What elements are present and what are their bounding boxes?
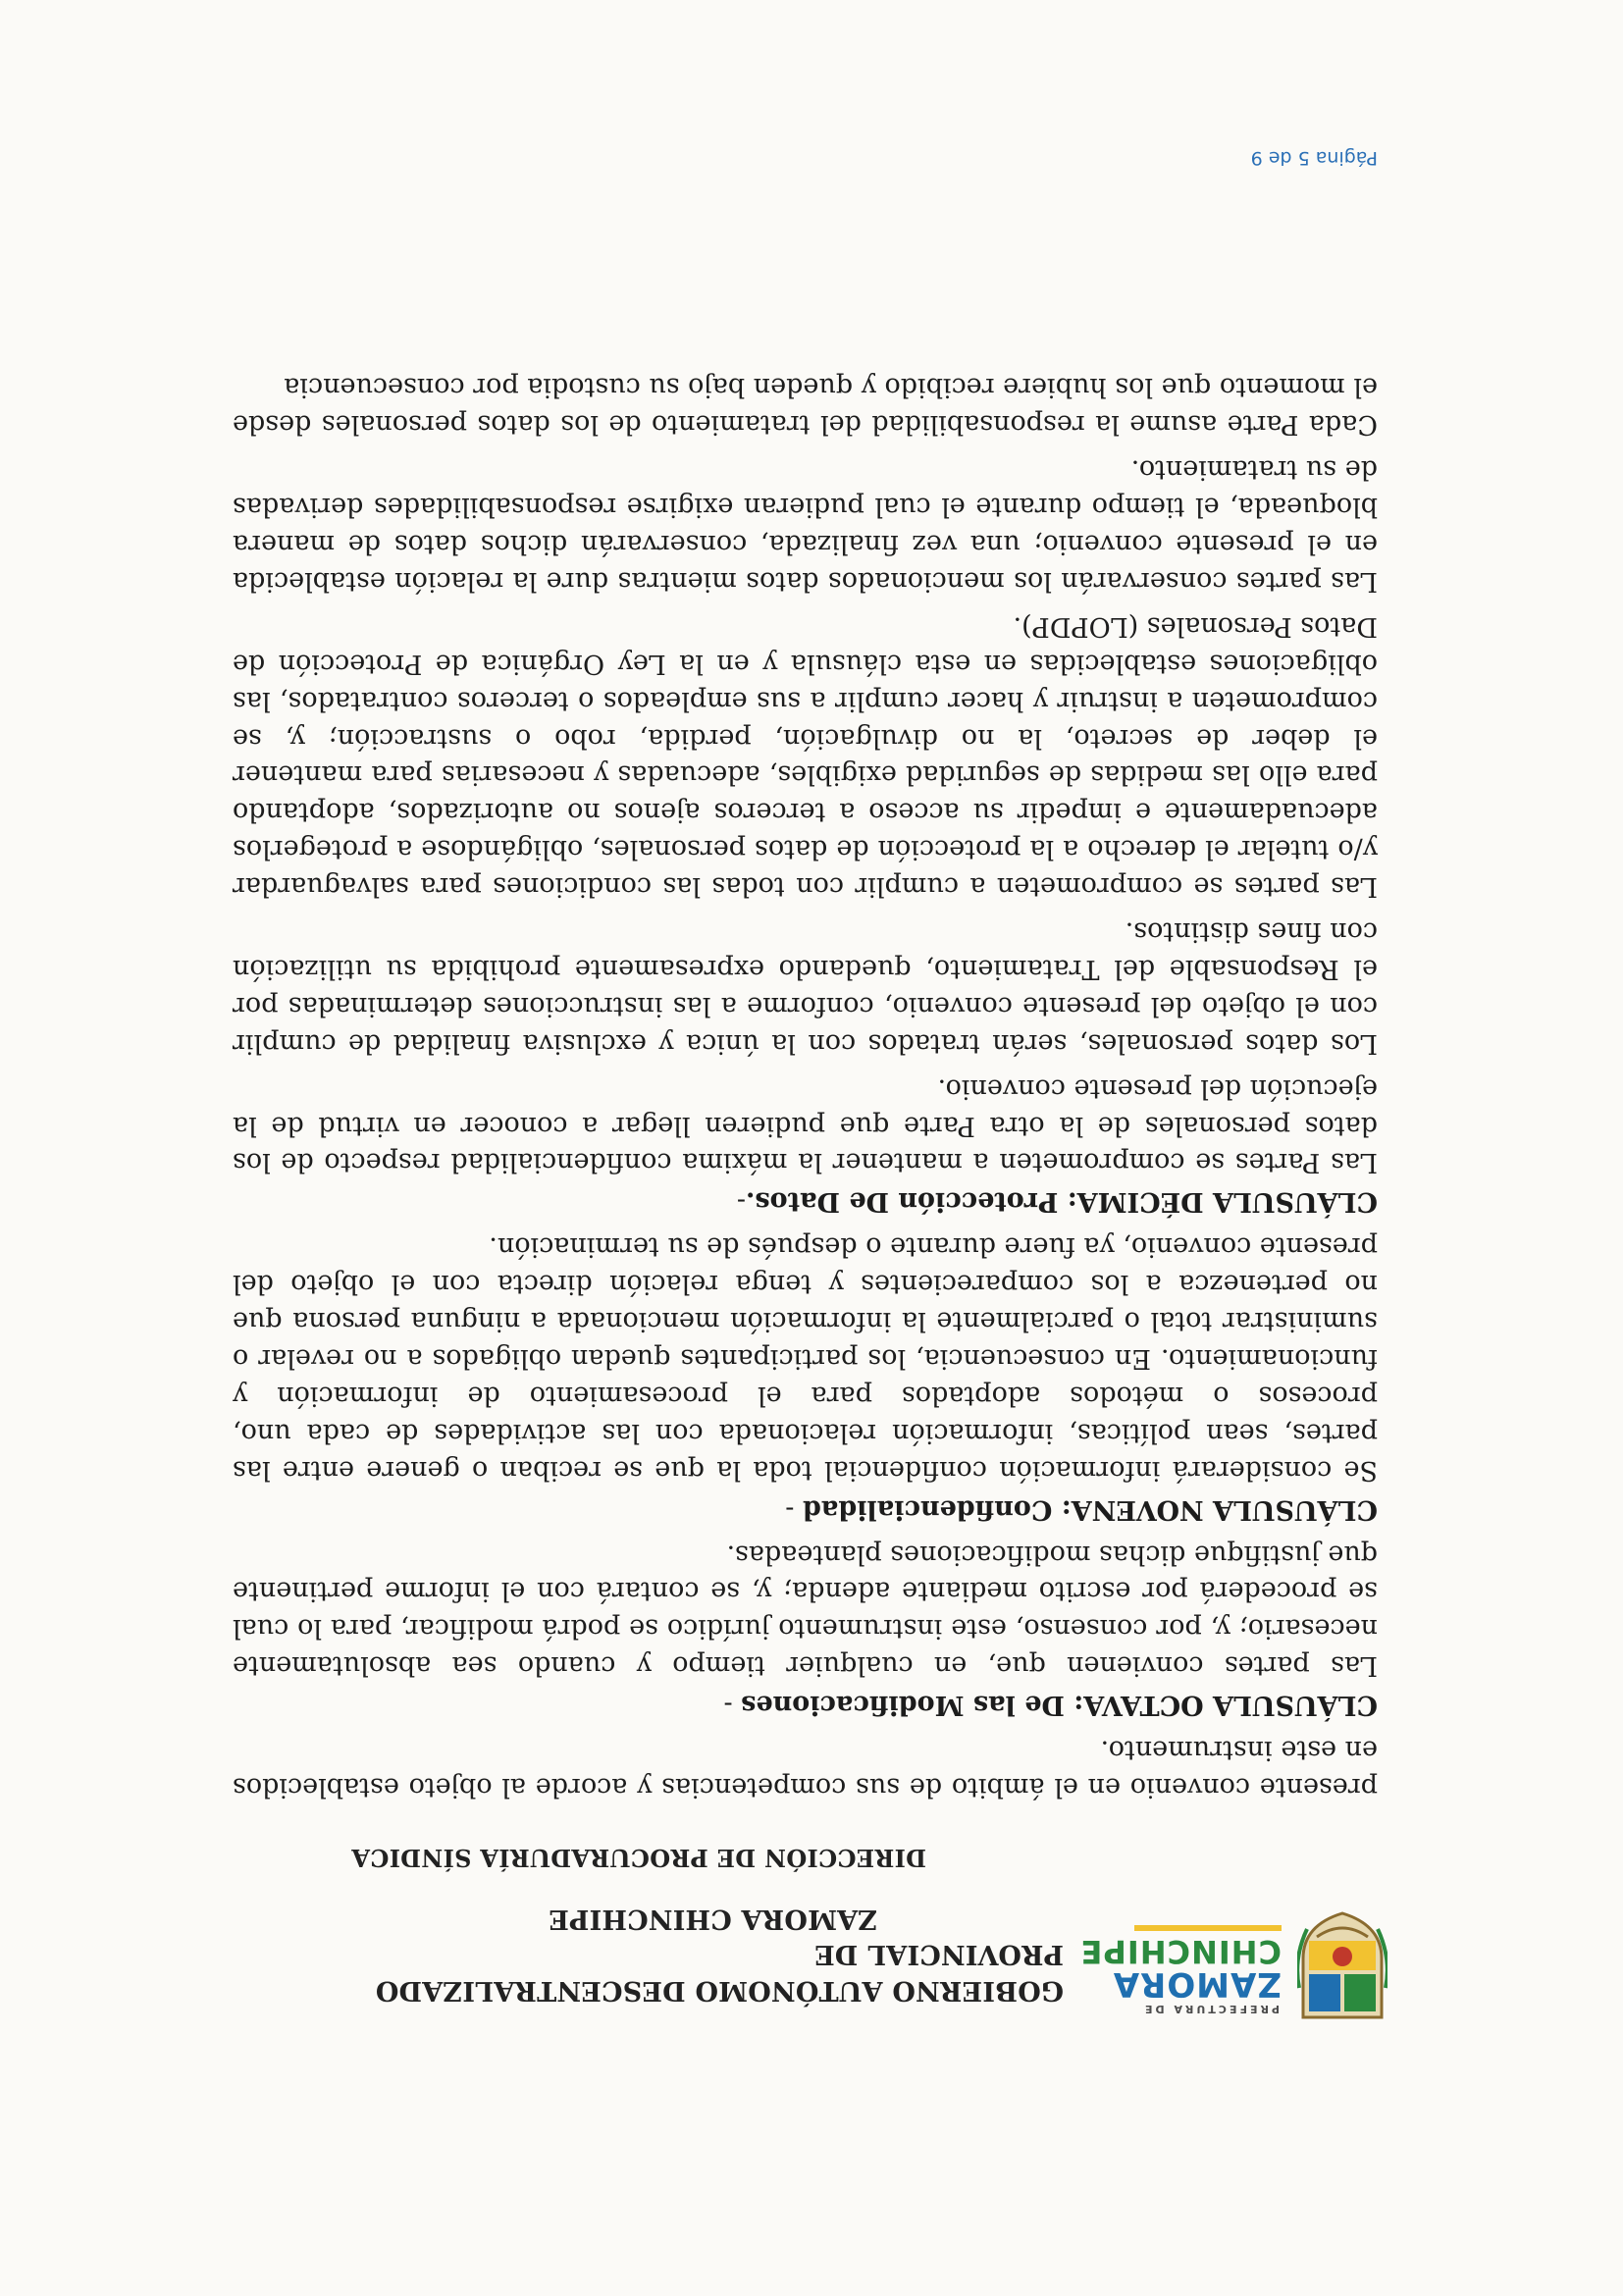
clause-10-paragraph: Las partes se comprometen a cumplir con todas las condiciones para salvaguardar y/o tutelar el derecho a la protección de datos personales, obligándose a protegerlos adecuadamente e impedir su acceso a terceros ajenos no autorizados, adoptando para ello las medidas de seguridad exigibles, adecuadas y necesarias para mantener el deber de secreto, la no divulgación, perdida, robo o sustracción; y, se comprometen a instruir y hacer cumplir a sus empleados o terceros contratados, las obligaciones establecidas en esta cláusula y en la Ley Orgánica de Protección de Datos Personales (LOPDP).	[233, 610, 1378, 903]
logo-name-line2: CHINCHIPE	[1079, 1933, 1282, 1970]
logo-name-line1: ZAMORA	[1112, 1964, 1282, 2004]
clause-8-text: Las partes convienen que, en cualquier tiempo y cuando sea absolutamente necesario; y, por consenso, este instrumento jurídico se podrá modificar, para lo cual se procederá por escrito mediante adenda; y, se contará con el informe pertinente que justifique dichas modificaciones planteadas.	[233, 1539, 1378, 1682]
clause-9-dash: -	[785, 1493, 803, 1525]
clause-9-text: Se considerará información confidencial toda la que se reciban o genere entre las partes, sean políticas, información relacionada con las actividades de cada uno, procesos o métodos adoptados para el procesamiento de información y funcionamiento. En consecuencia, los participantes quedan obligados a no revelar o suministrar total o parcialmente la información mencionada a ninguna persona que no pertenezca a los comparecientes y tenga relación directa con el objeto del presente convenio, ya fuere durante o después de su terminación.	[233, 1231, 1378, 1486]
clause-10-dash: -	[736, 1186, 746, 1218]
page-number: Página 5 de 9	[1250, 147, 1378, 169]
intro-paragraph: presente convenio en el ámbito de sus competencias y acorde al objeto establecidos en este instrumento.	[233, 1735, 1378, 1802]
clause-10-paragraph: Cada Parte asume la responsabilidad del tratamiento de los datos personales desde el momento que los hubiere recibido y queden bajo su custodia por consecuencia	[233, 372, 1378, 441]
shield-icon	[1297, 1909, 1387, 2027]
clause-10-title: CLÁUSULA DÉCIMA: Protección De Datos.	[745, 1186, 1378, 1218]
clause-10-paragraph: Los datos personales, serán tratados con la única y exclusiva finalidad de cumplir con el objeto del presente convenio, conforme a las instrucciones determinadas por el Responsable del Tratamiento, quedando expresamente prohibida su utilización con fines distintos.	[233, 916, 1378, 1059]
document-body	[233, 366, 1378, 1805]
department-name: DIRECCIÓN DE PROCURADURÍA SÍNDICA	[351, 1844, 926, 1872]
prefecture-logo	[1073, 1886, 1387, 2033]
clause-8-title: CLÁUSULA OCTAVA: De las Modificaciones	[741, 1690, 1378, 1721]
page-header	[239, 1844, 1387, 2033]
clause-heading	[233, 1183, 1378, 1221]
clause-10-paragraph: Las partes conservarán los mencionados datos mientras dure la relación establecida en el presente convenio; una vez finalizada, conservarán dichos datos de manera bloqueada, el tiempo durante el cual pudieran exigirse responsabilidades derivadas de su tratamiento.	[233, 454, 1378, 597]
clause-10-paragraph: Las Partes se comprometen a mantener la máxima confidencialidad respecto de los datos personales de la otra Parte que pudieren llegar a conocer en virtud de la ejecución del presente convenio.	[233, 1072, 1378, 1178]
logo-small-text: PREFECTURA DE	[1141, 2003, 1280, 2015]
org-line-2: ZAMORA CHINCHIPE	[549, 1903, 877, 1934]
org-line-1: GOBIERNO AUTÓNOMO DESCENTRALIZADO PROVINCIAL DE	[375, 1939, 1064, 2006]
logo-accent-bar	[1134, 1925, 1282, 1931]
clause-heading	[233, 1490, 1378, 1528]
clause-8-dash: -	[723, 1690, 742, 1721]
clause-heading	[233, 1686, 1378, 1723]
clause-9-title: CLÁUSULA NOVENA: Confidencialidad	[803, 1493, 1378, 1525]
organization-name	[239, 1900, 1064, 2008]
